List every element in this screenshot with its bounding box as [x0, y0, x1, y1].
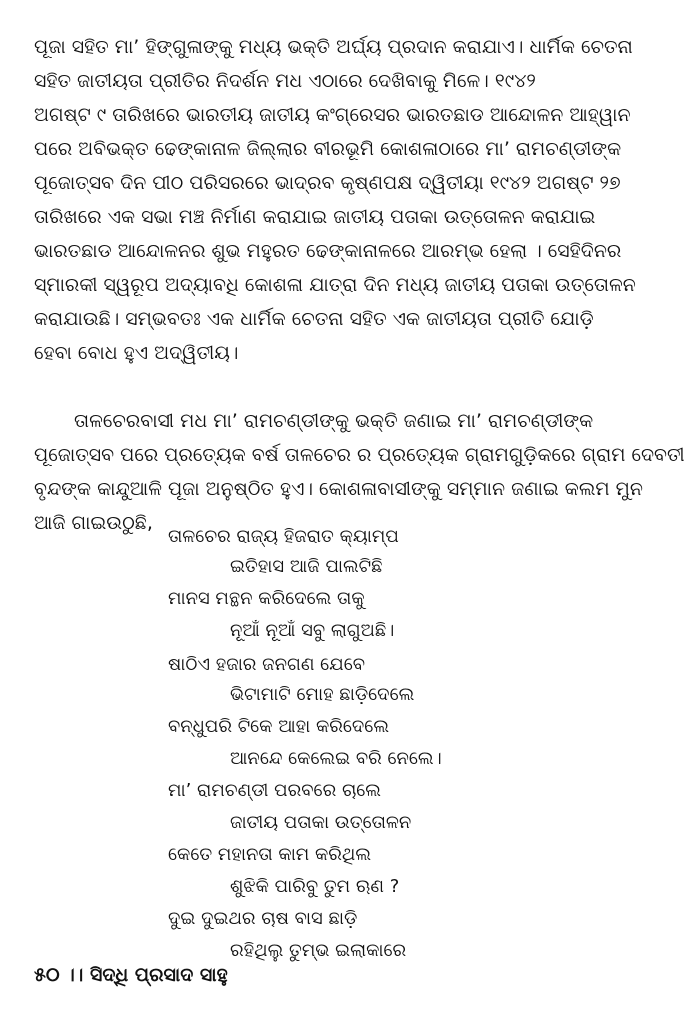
poem-line: ଭିଟାମାଟି ମୋହ ଛାଡ଼ିଦେଲେ — [230, 684, 415, 705]
poem-line: ଦୁଇ ଦୁଇଥର ଚାଷ ବାସ ଛାଡ଼ି — [168, 908, 358, 929]
text-line: ବୃନ୍ଦଙ୍କ କାନ୍ଦୁଆଳି ପୂଜା ଅନୁଷ୍ଠିତ ହୁଏ। କୋଶଳାବାସୀଙ୍କୁ ସମ୍ମାନ ଜଣାଇ କଲମ ମୁନ — [34, 478, 643, 500]
text-line: ତାରିଖରେ ଏକ ସଭା ମଞ୍ଚ ନିର୍ମାଣ କରାଯାଇ ଜାତୀୟ ପତାକା ଉତ୍ତୋଳନ କରାଯାଇ — [34, 206, 596, 228]
text-line: ପୂଜୋତ୍ସବ ଦିନ ପୀଠ ପରିସରରେ ଭାଦ୍ରବ କୃଷ୍ଣପକ୍ଷ ଦ୍ୱିତୀୟା ୧୯୪୨ ଅଗଷ୍ଟ ୨୭ — [34, 172, 621, 194]
paragraph-1 — [34, 30, 636, 370]
text-line: ସ୍ମାରକୀ ସ୍ୱରୂପ ଅଦ୍ୟାବଧି କୋଶଳା ଯାତ୍ରା ଦିନ ମଧ୍ୟ ଜାତୀୟ ପତାକା ଉତ୍ତୋଳନ — [34, 274, 636, 296]
page-footer: ୫୦ ।। ସିଦ୍ଧି ପ୍ରସାଦ ସାହୁ — [34, 964, 228, 986]
text-line: ଭାରତଛାଡ ଆନ୍ଦୋଳନର ଶୁଭ ମହୁରତ ଢେଙ୍କାନାଳରେ ଆରମ୍ଭ ହେଲା । ସେହିଦିନର — [34, 240, 622, 262]
poem-line: ଇତିହାସ ଆଜି ପାଲଟିଛି — [230, 556, 383, 577]
paragraph-2 — [34, 404, 685, 540]
poem-line: ଆନନ୍ଦେ କେଲେଇ ବରି ନେଲେ। — [230, 748, 442, 769]
text-line: ଅଗଷ୍ଟ ୯ ତାରିଖରେ ଭାରତୀୟ ଜାତୀୟ କଂଗ୍ରେସର ଭାରତଛାଡ ଆନ୍ଦୋଳନ ଆହ୍ୱାନ — [34, 104, 631, 126]
poem-line: ରହିଥିଲୁ ତୁମ୍ଭ ଇଲାକାରେ — [230, 940, 407, 961]
text-line: ଆଜି ଗାଇଉଠୁଛି, — [34, 512, 153, 534]
poem-line: ଜାତୀୟ ପତାକା ଉତ୍ତୋଳନ — [230, 812, 412, 833]
text-line: କରାଯାଉଛି। ସମ୍ଭବତଃ ଏକ ଧାର୍ମିକ ଚେତନା ସହିତ ଏକ ଜାତୀୟତା ପ୍ରୀତି ଯୋଡ଼ି — [34, 308, 594, 330]
text-line: ତାଳଚେରବାସୀ ମଧ ମା’ ରାମଚଣ୍ଡୀଙ୍କୁ ଭକ୍ତି ଜଣାଇ ମା’ ରାମଚଣ୍ଡୀଙ୍କ — [74, 410, 594, 432]
poem-line: ମାନସ ମନ୍ଥନ କରିଦେଲେ ତାକୁ — [168, 588, 365, 609]
text-line: ପରେ ଅବିଭକ୍ତ ଢେଙ୍କାନାଳ ଜିଲ୍ଲାର ବୀରଭୂମି କୋଶଳାଠାରେ ମା’ ରାମଚଣ୍ଡୀଙ୍କ — [34, 138, 622, 160]
poem-line: ତାଳଚେର ରାଜ୍ୟ ହିଜରାତ କ୍ୟାମ୍ପ — [168, 526, 399, 547]
text-line: ହେବା ବୋଧ ହୁଏ ଅଦ୍ୱିତୀୟ। — [34, 342, 239, 364]
poem-line: ଶୁଝିକି ପାରିବୁ ତୁମ ଋଣ ? — [230, 876, 400, 897]
poem-line: ନୂଆଁ ନୂଆଁ ସବୁ ଲାଗୁଅଛି। — [230, 620, 395, 641]
poem-line: ଷାଠିଏ ହଜାର ଜନଗଣ ଯେବେ — [168, 654, 366, 675]
poem-line: କେତେ ମହାନତା କାମ କରିଥିଲ — [168, 844, 372, 865]
text-line: ସହିତ ଜାତୀୟତା ପ୍ରୀତିର ନିଦର୍ଶନ ମଧ ଏଠାରେ ଦେଖିବାକୁ ମିଳେ। ୧୯୪୨ — [34, 70, 536, 92]
text-line: ପୂଜା ସହିତ ମା’ ହିଙ୍ଗୁଳାଙ୍କୁ ମଧ୍ୟ ଭକ୍ତି ଅର୍ଘ୍ୟ ପ୍ରଦାନ କରାଯାଏ। ଧାର୍ମିକ ଚେତନା — [34, 36, 633, 58]
poem-line: ମା’ ରାମଚଣ୍ଡୀ ପରବରେ ଚାଲେ — [168, 780, 381, 801]
poem-line: ବନ୍ଧୁପରି ଟିକେ ଆହା କରିଦେଲେ — [168, 716, 389, 737]
text-line: ପୂଜୋତ୍ସବ ପରେ ପ୍ରତ୍ୟେକ ବର୍ଷ ତାଳଚେର ର ପ୍ରତ୍ୟେକ ଗ୍ରାମଗୁଡ଼ିକରେ ଗ୍ରାମ ଦେବତୀ — [34, 444, 685, 466]
